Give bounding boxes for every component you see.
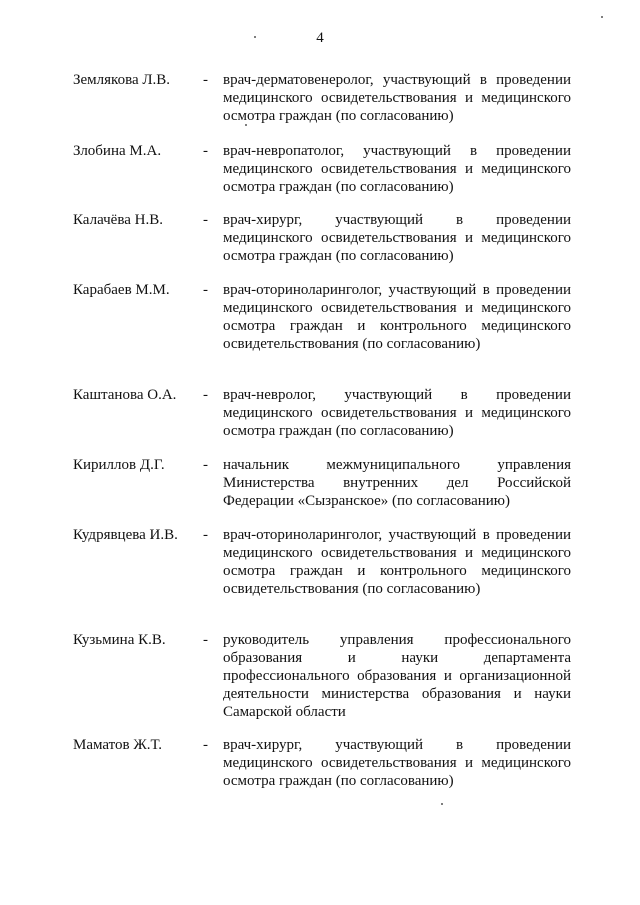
dash: - <box>203 457 208 473</box>
dash: - <box>203 72 208 88</box>
position-description: врач-дерматовенеролог, участвующий в проведении медицинского освидетельствования и медицинского осмотра граждан (по согласованию) <box>223 72 571 124</box>
position-description: врач-оториноларинголог, участвующий в проведении медицинского освидетельствования и медицинского осмотра граждан и контрольного медицинского освидетельствования (по согласованию) <box>223 282 571 352</box>
scan-speck <box>601 16 603 18</box>
dash: - <box>203 632 208 648</box>
position-description: врач-невропатолог, участвующий в проведении медицинского освидетельствования и медицинского осмотра граждан (по согласованию) <box>223 143 571 195</box>
dash: - <box>203 143 208 159</box>
dash: - <box>203 527 208 543</box>
person-name: Маматов Ж.Т. <box>73 737 162 753</box>
dash: - <box>203 282 208 298</box>
position-description: начальник межмуниципального управления Министерства внутренних дел Российской Федерации «Сызранское» (по согласованию) <box>223 457 571 509</box>
page-number: 4 <box>316 30 324 46</box>
position-description: врач-хирург, участвующий в проведении медицинского освидетельствования и медицинского осмотра граждан (по согласованию) <box>223 737 571 789</box>
scan-speck <box>254 36 256 38</box>
position-description: руководитель управления профессионального образования и науки департамента профессионального образования и организационной деятельности министерства образования и науки Самарской области <box>223 632 571 720</box>
position-description: врач-оториноларинголог, участвующий в проведении медицинского освидетельствования и медицинского осмотра граждан и контрольного медицинского освидетельствования (по согласованию) <box>223 527 571 597</box>
person-name: Землякова Л.В. <box>73 72 171 88</box>
position-description: врач-хирург, участвующий в проведении медицинского освидетельствования и медицинского осмотра граждан (по согласованию) <box>223 212 571 264</box>
dash: - <box>203 212 208 228</box>
person-name: Калачёва Н.В. <box>73 212 163 228</box>
scan-speck <box>245 124 247 126</box>
person-name: Кириллов Д.Г. <box>73 457 165 473</box>
person-name: Каштанова О.А. <box>73 387 177 403</box>
person-name: Кузьмина К.В. <box>73 632 166 648</box>
person-name: Злобина М.А. <box>73 143 162 159</box>
person-name: Кудрявцева И.В. <box>73 527 178 543</box>
dash: - <box>203 737 208 753</box>
position-description: врач-невролог, участвующий в проведении медицинского освидетельствования и медицинского осмотра граждан (по согласованию) <box>223 387 571 439</box>
person-name: Карабаев М.М. <box>73 282 170 298</box>
scan-speck <box>441 803 443 805</box>
dash: - <box>203 387 208 403</box>
